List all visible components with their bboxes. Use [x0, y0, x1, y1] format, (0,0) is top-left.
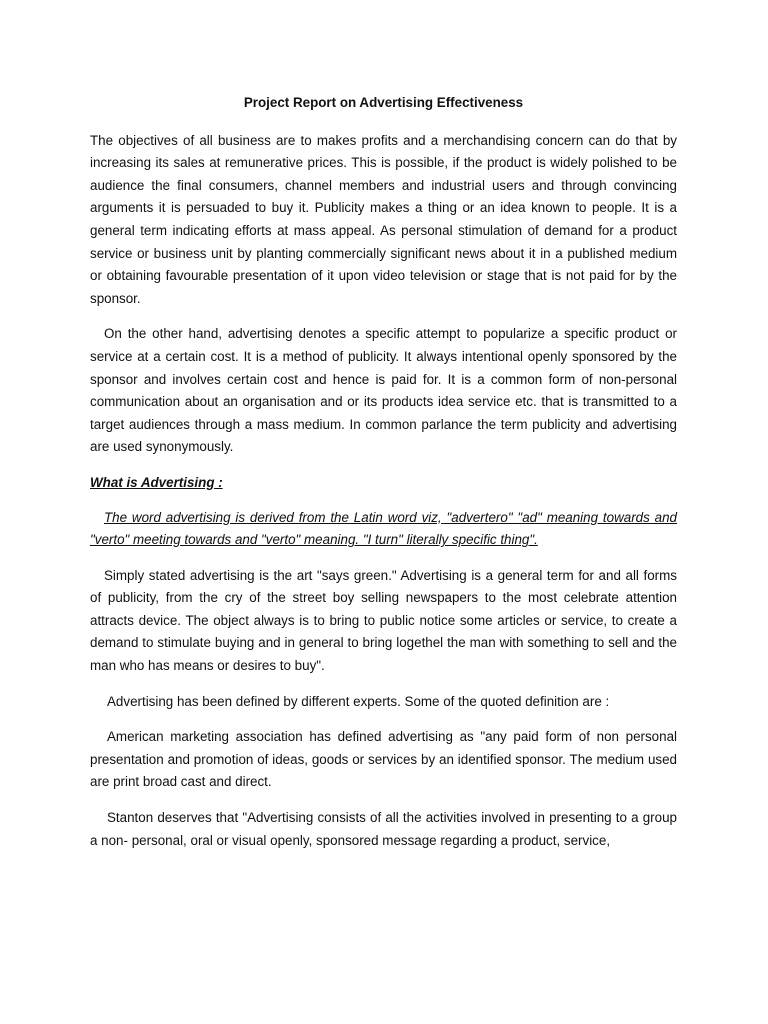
document-body	[90, 92, 677, 865]
paragraph-advertising-definition: On the other hand, advertising denotes a specific attempt to popularize a specific product or service at a certain cost. It is a method of publicity. It always intentional openly sponsored by the sponsor and involves certain cost and hence is paid for. It is a common form of non-personal communication about an organisation and or its products idea service etc. that is transmitted to a target audiences through a mass medium. In common parlance the term publicity and advertising are used synonymously.	[90, 326, 677, 455]
paragraph-ama-definition: American marketing association has defined advertising as "any paid form of non personal presentation and promotion of ideas, goods or services by an identified sponsor. The medium used are print broad cast and direct.	[90, 729, 677, 790]
document-title: Project Report on Advertising Effectiveness	[243, 95, 524, 110]
paragraph-expert-definitions: Advertising has been defined by different experts. Some of the quoted definition are :	[107, 693, 610, 709]
section-heading-what-is-advertising: What is Advertising :	[90, 474, 223, 490]
paragraph-stanton-definition: Stanton deserves that "Advertising consists of all the activities involved in presenting to a group a non- personal, oral or visual openly, sponsored message regarding a product, service,	[90, 810, 677, 848]
paragraph-simply-stated: Simply stated advertising is the art "says green." Advertising is a general term for and all forms of publicity, from the cry of the street boy selling newspapers to the most celebrate attention attracts device. The object always is to bring to public notice some articles or service, to create a demand to stimulate buying and in general to bring logethel the man with something to sell and the man who has means or desires to buy".	[90, 567, 677, 674]
paragraph-objectives: The objectives of all business are to makes profits and a merchandising concern can do that by increasing its sales at remunerative prices. This is possible, if the product is widely polished to be audience the final consumers, channel members and industrial users and through convincing arguments it is persuaded to buy it. Publicity makes a thing or an idea known to people. It is a general term indicating efforts at mass appeal. As personal stimulation of demand for a product service or business unit by planting commercially significant news about it in a published medium or obtaining favourable presentation of it upon video television or stage that is not paid for by the sponsor.	[90, 132, 677, 306]
quote-word-origin: The word advertising is derived from the Latin word viz, "advertero" "ad" meaning towards and "verto" meeting towards and "verto" meaning. "I turn" literally specific thing".	[90, 509, 677, 548]
